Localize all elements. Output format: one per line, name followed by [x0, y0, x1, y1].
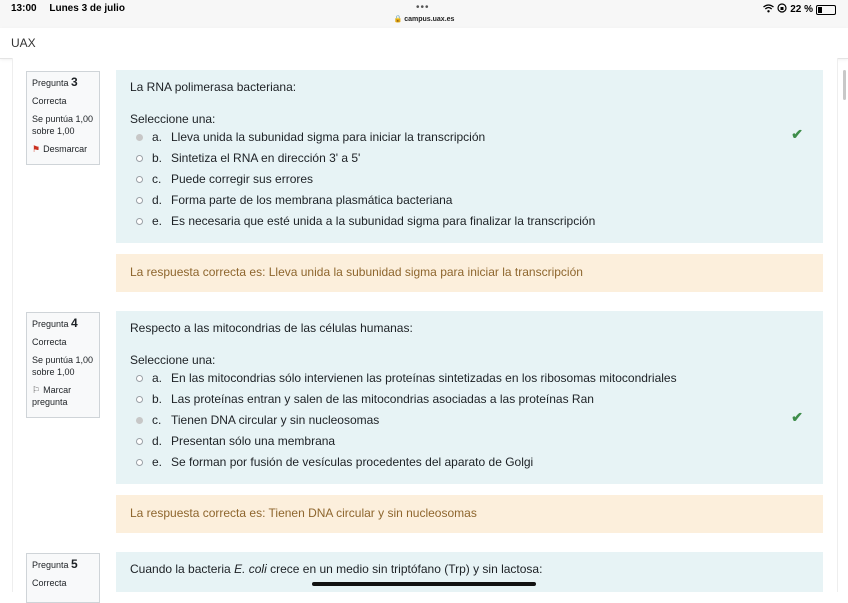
- option-text: Tienen DNA circular y sin nucleosomas: [171, 413, 380, 427]
- battery-fill: [818, 7, 822, 13]
- option-letter: d.: [152, 434, 163, 448]
- url-text: campus.uax.es: [404, 16, 455, 23]
- radio[interactable]: [136, 155, 143, 162]
- option-letter: e.: [152, 214, 163, 228]
- option-letter: c.: [152, 172, 162, 186]
- radio-selected[interactable]: [136, 417, 143, 424]
- flag-icon: ⚑: [32, 144, 41, 154]
- question-label: Pregunta: [32, 78, 69, 88]
- option-text: En las mitocondrias sólo intervienen las proteínas sintetizadas en los ribosomas mitocondriales: [171, 371, 677, 385]
- answer-option-a[interactable]: [136, 370, 816, 386]
- question-text: [130, 562, 542, 576]
- question-label: Pregunta: [32, 319, 69, 329]
- option-text: Presentan sólo una membrana: [171, 434, 336, 448]
- question-info-3: [26, 71, 100, 165]
- status-time: 13:00: [11, 3, 37, 14]
- correct-check-icon: ✔: [791, 126, 803, 142]
- question-content-4: [116, 311, 823, 484]
- question-number: 3: [71, 75, 78, 89]
- battery-percent: 22 %: [790, 4, 813, 15]
- question-grade-max: sobre 1,00: [32, 126, 75, 136]
- status-right: [763, 3, 836, 16]
- radio[interactable]: [136, 396, 143, 403]
- option-text: Es necesaria que esté unida a la subunidad sigma para finalizar la transcripción: [171, 214, 596, 228]
- question-state: Correcta: [32, 96, 67, 106]
- answer-prompt: Seleccione una:: [130, 112, 216, 126]
- answer-option-c[interactable]: [136, 412, 816, 428]
- option-letter: a.: [152, 130, 163, 144]
- question-number: 5: [71, 557, 78, 571]
- question-info-4: [26, 312, 100, 418]
- question-grade: Se puntúa 1,00: [32, 114, 94, 124]
- radio[interactable]: [136, 459, 143, 466]
- answer-option-c[interactable]: [136, 171, 816, 187]
- radio-selected[interactable]: [136, 134, 143, 141]
- option-text: Las proteínas entran y salen de las mitocondrias asociadas a las proteínas Ran: [171, 392, 594, 406]
- answer-option-d[interactable]: [136, 192, 816, 208]
- correct-answer-feedback: La respuesta correcta es: Lleva unida la subunidad sigma para iniciar la transcripción: [116, 254, 823, 292]
- answer-option-b[interactable]: [136, 150, 816, 166]
- flag-label: Desmarcar: [43, 144, 88, 154]
- app-header: [0, 28, 848, 59]
- correct-check-icon: ✔: [791, 409, 803, 425]
- radio[interactable]: [136, 197, 143, 204]
- option-letter: b.: [152, 392, 163, 406]
- option-letter: c.: [152, 413, 162, 427]
- scrollbar[interactable]: [843, 70, 846, 100]
- question-grade-max: sobre 1,00: [32, 367, 75, 377]
- answer-option-a[interactable]: [136, 129, 816, 145]
- question-text: La RNA polimerasa bacteriana:: [130, 80, 297, 94]
- question-grade: Se puntúa 1,00: [32, 355, 94, 365]
- question-text-italic: E. coli: [234, 562, 267, 576]
- question-state: Correcta: [32, 578, 67, 588]
- question-number: 4: [71, 316, 78, 330]
- answer-option-d[interactable]: [136, 433, 816, 449]
- question-text: Respecto a las mitocondrias de las células humanas:: [130, 321, 413, 335]
- flag-question-button[interactable]: [32, 384, 94, 408]
- answer-option-e[interactable]: [136, 454, 816, 470]
- status-left: [11, 3, 135, 14]
- home-indicator[interactable]: [312, 582, 536, 586]
- url-bar[interactable]: 🔒 campus.uax.es: [393, 16, 455, 23]
- status-date: Lunes 3 de julio: [49, 3, 125, 14]
- answer-option-b[interactable]: [136, 391, 816, 407]
- question-label: Pregunta: [32, 560, 69, 570]
- radio[interactable]: [136, 438, 143, 445]
- battery-icon: [816, 5, 836, 15]
- more-dots-icon[interactable]: •••: [416, 2, 430, 13]
- question-content-3: [116, 70, 823, 243]
- option-text: Sintetiza el RNA en dirección 3' a 5': [171, 151, 361, 165]
- brand-logo[interactable]: UAX: [11, 36, 36, 50]
- answer-prompt: Seleccione una:: [130, 353, 216, 367]
- radio[interactable]: [136, 176, 143, 183]
- status-bar: [0, 0, 848, 28]
- wifi-icon: [763, 4, 774, 16]
- option-letter: a.: [152, 371, 163, 385]
- question-state: Correcta: [32, 337, 67, 347]
- option-text: Lleva unida la subunidad sigma para iniciar la transcripción: [171, 130, 486, 144]
- option-letter: d.: [152, 193, 163, 207]
- question-info-5: [26, 553, 100, 603]
- answer-option-e[interactable]: [136, 213, 816, 229]
- option-text: Se forman por fusión de vesículas procedentes del aparato de Golgi: [171, 455, 534, 469]
- question-text-start: Cuando la bacteria: [130, 562, 235, 576]
- radio[interactable]: [136, 218, 143, 225]
- flag-outline-icon: ⚐: [32, 385, 41, 395]
- question-text-end: crece en un medio sin triptófano (Trp) y sin lactosa:: [266, 562, 543, 576]
- correct-answer-feedback: La respuesta correcta es: Tienen DNA circular y sin nucleosomas: [116, 495, 823, 533]
- option-text: Puede corregir sus errores: [171, 172, 314, 186]
- option-text: Forma parte de los membrana plasmática bacteriana: [171, 193, 453, 207]
- orientation-lock-icon: [777, 3, 787, 16]
- option-letter: e.: [152, 455, 163, 469]
- option-letter: b.: [152, 151, 163, 165]
- radio[interactable]: [136, 375, 143, 382]
- question-content-5: [116, 552, 823, 592]
- flag-label-2: pregunta: [32, 397, 68, 407]
- unflag-question-button[interactable]: [32, 143, 94, 155]
- flag-label: Marcar: [43, 385, 72, 395]
